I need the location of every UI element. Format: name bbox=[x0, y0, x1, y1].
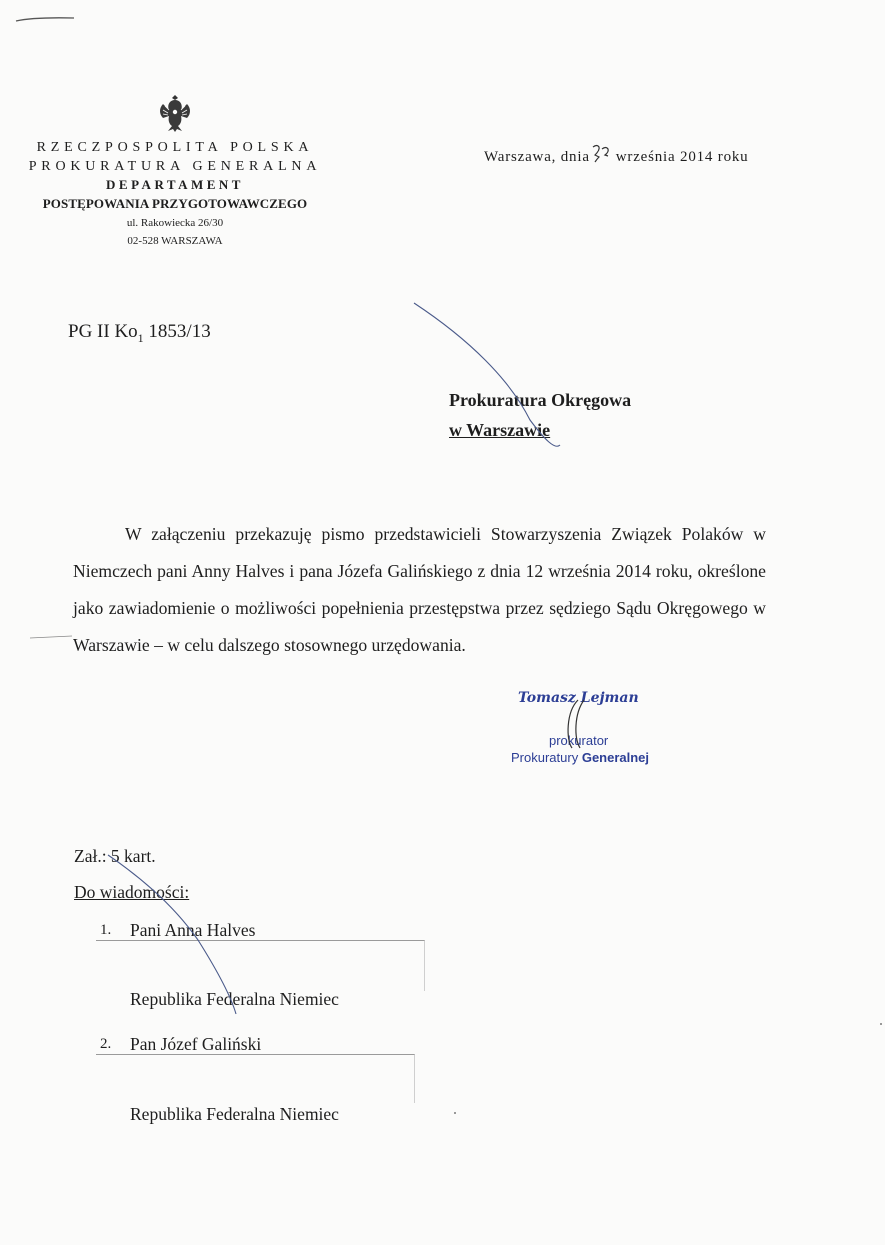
letterhead-street: ul. Rakowiecka 26/30 bbox=[126, 217, 224, 229]
reference-prefix: PG II Ko bbox=[68, 321, 138, 342]
redaction-box bbox=[96, 1054, 415, 1103]
cc-item-name: Pani Anna Halves bbox=[130, 920, 256, 940]
signature-office bbox=[511, 750, 649, 765]
letterhead bbox=[20, 92, 330, 250]
cc-item-country: Republika Federalna Niemiec bbox=[130, 989, 339, 1009]
signature-title: prokurator bbox=[549, 733, 609, 748]
reference-subscript: 1 bbox=[137, 330, 144, 345]
reference-digits: 1853/13 bbox=[143, 321, 211, 342]
signature-name: Tomasz Lejman bbox=[518, 690, 639, 706]
signature-office-prefix: Prokuratury bbox=[511, 750, 579, 765]
letterhead-office: PROKURATURA GENERALNA bbox=[28, 159, 322, 174]
cc-heading: Do wiadomości: bbox=[74, 882, 190, 902]
letter-body: W załączeniu przekazuję pismo przedstawicieli Stowarzyszenia Związek Polaków w Niemczech pani Anny Halves i pana Józefa Galińskiego z dnia 12 września 2014 roku, określone jako zawiadomienie o możliwości popełnienia przestępstwa przez sędziego Sądu Okręgowego w Warszawie – w celu dalszego stosownego urzędowania. bbox=[73, 524, 766, 655]
cc-item-number: 1. bbox=[100, 922, 112, 938]
cc-item-country: Republika Federalna Niemiec bbox=[130, 1104, 339, 1124]
date-suffix: września 2014 roku bbox=[615, 149, 749, 165]
redaction-box bbox=[96, 940, 425, 991]
reference-number bbox=[68, 321, 211, 346]
letterhead-department-name: POSTĘPOWANIA PRZYGOTOWAWCZEGO bbox=[42, 196, 308, 211]
place-date bbox=[484, 147, 748, 166]
recipient-line1: Prokuratura Okręgowa bbox=[449, 390, 632, 410]
scan-artifact bbox=[30, 636, 72, 638]
letterhead-department: DEPARTAMENT bbox=[106, 177, 244, 192]
handwritten-day-ink bbox=[590, 141, 616, 165]
cc-item-name: Pan Józef Galiński bbox=[130, 1034, 262, 1054]
scan-corner-mark bbox=[14, 14, 76, 24]
letterhead-city: 02-528 WARSZAWA bbox=[127, 235, 223, 247]
attachments-note: Zał.: 5 kart. bbox=[74, 846, 156, 866]
recipient-block bbox=[449, 385, 631, 445]
polish-eagle-emblem bbox=[155, 92, 195, 134]
signature-office-name: Generalnej bbox=[581, 750, 650, 765]
cc-item-number: 2. bbox=[100, 1036, 112, 1052]
scan-speck bbox=[454, 1112, 456, 1114]
handwritten-day bbox=[590, 147, 616, 161]
recipient-line2: w Warszawie bbox=[449, 420, 551, 440]
place-prefix: Warszawa, dnia bbox=[484, 149, 590, 165]
scan-speck bbox=[880, 1023, 882, 1025]
letterhead-country: RZECZPOSPOLITA POLSKA bbox=[36, 140, 314, 155]
